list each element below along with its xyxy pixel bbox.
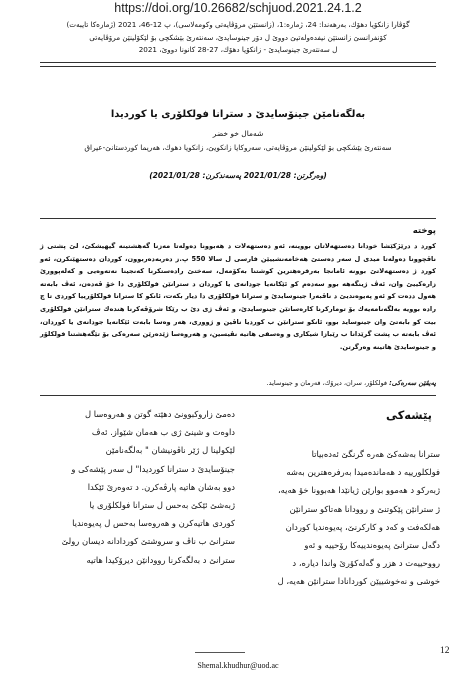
body-line: فولكلورییە د هەماندەمیدا بەرفرەهترین بەشە: [286, 467, 440, 478]
page-number: 12: [440, 646, 450, 656]
body-line: داوەت و شینێ ژی ب هەمان شێواز. ئەڤ: [91, 427, 235, 438]
keywords: [40, 377, 436, 389]
body-line: دگەل سترانێ پەیوەندییەكا رۆحییە و ئەو: [304, 540, 440, 551]
body-line: ژ سترانێن پێكوتنێ و روودانا هەتاكو سترانێن: [289, 503, 440, 514]
footnote-divider: [195, 652, 245, 653]
journal-header: [40, 19, 436, 57]
body-line: لێكولینا ل ژێر ناڤونیشان " بەلگەنامێن: [105, 445, 235, 456]
body-line: دوو بەشان هاتیە پارڤەكرن. د تەوەرێ ئێكدا: [87, 481, 235, 492]
keywords-text: فولكلۆر، سران، دیرۆك، فەرمان و جینوساید.: [266, 379, 388, 387]
author-email[interactable]: Shemal.khudhur@uod.ac: [197, 661, 279, 670]
author-affiliation: سەنتەرێ بێشكچی بۆ لێكولینێن مرۆڤایەتی، سەروكایا زانكویێ، زانكویا دهوك، هەریما كوردستانێ-عیراق: [84, 143, 392, 152]
abstract-body: كورد د درێژكێشا خودانا دەستهەلاتان بووینە، ئەو دەستهەلات د هەبوونا دەولەتا مەزنا گەهشتینە گیهیشكێ، لێ پشتی ژ ناڤچوونا دەولەتا میدی ل سەر دەستێ هەخامەنشییێن فارسی ل سالا 550 پ.ز دەربەدەربوون، كوردان دەستهێنكرن، ئەو كورد ژ دەستهەلاتێ بوونە ئامانجا بەرفرەهترین كوشتنا بەكۆمەل، سەختێ رادەستكرنا كەنجینا نەتەوەیی و كەلەپوورێ زارەكییێ وان، ئەڤ ژینگەهە بوو سەدەم كو ئێكانەیا جودانەی یا كوردان د سترانێن فولكلۆری دا خۆ ڤەدەن، ئەڤ بابەتە هەول ددەت كو ئەو پەیوەندیێ د ناڤبەرا جینوسایدێ و سترانا فولكلۆری دا دیار بكەت، ئانكو كا سترانا فولكلۆرییا كوردی تا چ رادە بوویە بەلگەنامەیەك بۆ توماركرنا كارەساتێن جینوسایدێ، و ئەڤ ژی دێ ب رێكا شرۆڤەكرنا هندەك سترانێن فولكلۆری بیت كو بابەتێ وان جینوساید بوو، ئانكو سترانێن ب كوردیا ناڤین و ژووری، هەر وەسا بابەت ئێكانەیا جودانەی یا كوردان، ئەڤ بابەتە ب پشت گرێدانا ب رێبازا شیكاری و وەسفی هاتیە نڤیسین، و هەروەسا ژێدەرێن سەرەكی بۆ تێگەهشتنا فولكلۆر و جینوسایدێ هاتینە وەرگرتن.: [40, 242, 437, 351]
body-line: ژبەشێ ئێكێ بەحس ل سترانا فولكلۆری یا: [89, 500, 235, 511]
journal-header-line: ل سەنتەرێ جینوسایدێ - زانكۆیا دهۆك، 27-28 كانونا دووێ، 2021: [138, 45, 338, 54]
body-line: رووحییەت د هزر و گەلەكۆرێ واندا دیارە، د: [292, 558, 440, 569]
paper-title: بەلگەنامێن جینۆسایدێ د سترانا فولكلۆری یا كوردیدا: [110, 109, 366, 120]
abstract-top-divider: [40, 218, 436, 219]
body-line: دەمێ زاروكبوونێ دهێتە گوتن و هەروەسا ل: [84, 409, 235, 419]
header-divider: [40, 66, 436, 67]
body-line: خوشی و نەخوشییێن كوردانادا سترانێن هەیە، ل: [277, 576, 440, 587]
doi-link[interactable]: https://doi.org/10.26682/schjuod.2021.24.1.2: [114, 1, 362, 15]
journal-header-line: كۆنفرانسێ زانستێن نیفدەولەتیێ دووێ ل دۆر جینوسایدێ، سەنتەرێ بێشكچی بۆ لێكۆلینێن مرۆڤایەتی: [89, 32, 387, 42]
body-line: سترانێ ب ناڤ و سروشتێ كوردادانە دیسان رولێ: [61, 536, 235, 547]
body-line: هەلكەفت و كەد و كاركرنێ، پەیوەندیا كوردان: [285, 521, 440, 532]
received-dates: (وەرگرتن: 2021/01/28 پەسەندكرن: 2021/01/28): [149, 171, 327, 180]
section-heading-introduction: پێشەكی: [385, 408, 432, 422]
abstract-bottom-divider: [40, 395, 436, 396]
journal-header-line: گۆڤارا زانكۆیا دهۆك، بەرهەندا: 24، ژمارە:1، (زانستێن مرۆڤایەتی وكومەلاسى)، پ 12-46، 2021 (ژمارەكا تایبەت): [66, 20, 410, 29]
author-name: شەمال خو خضر: [212, 129, 264, 138]
keywords-label: پەیڤێن سەرەكی:: [389, 379, 436, 387]
body-column-right: [248, 408, 440, 591]
body-line: جینۆسایدێ د سترانا كوردیدا" ل سەر پێشەكی و: [71, 463, 235, 474]
body-line: سترانێ د بەلگەكرنا روودانێن دیرۆكیدا هاتیە: [86, 554, 235, 565]
abstract-heading: پوختە: [412, 226, 436, 236]
body-line: سترانا بەشەكێ هەرە گرنگێ ئەدەبیاتا: [311, 449, 440, 459]
header-divider: [40, 62, 436, 63]
body-column-left: [40, 405, 235, 569]
body-line: كوردی هاتیەكرن و هەروەسا بەحس ل پەیوەندیا: [72, 518, 235, 529]
body-line: ژبەركو د هەموو بوارێن ژیانێدا هەبوونا خۆ هەیە،: [277, 485, 440, 496]
